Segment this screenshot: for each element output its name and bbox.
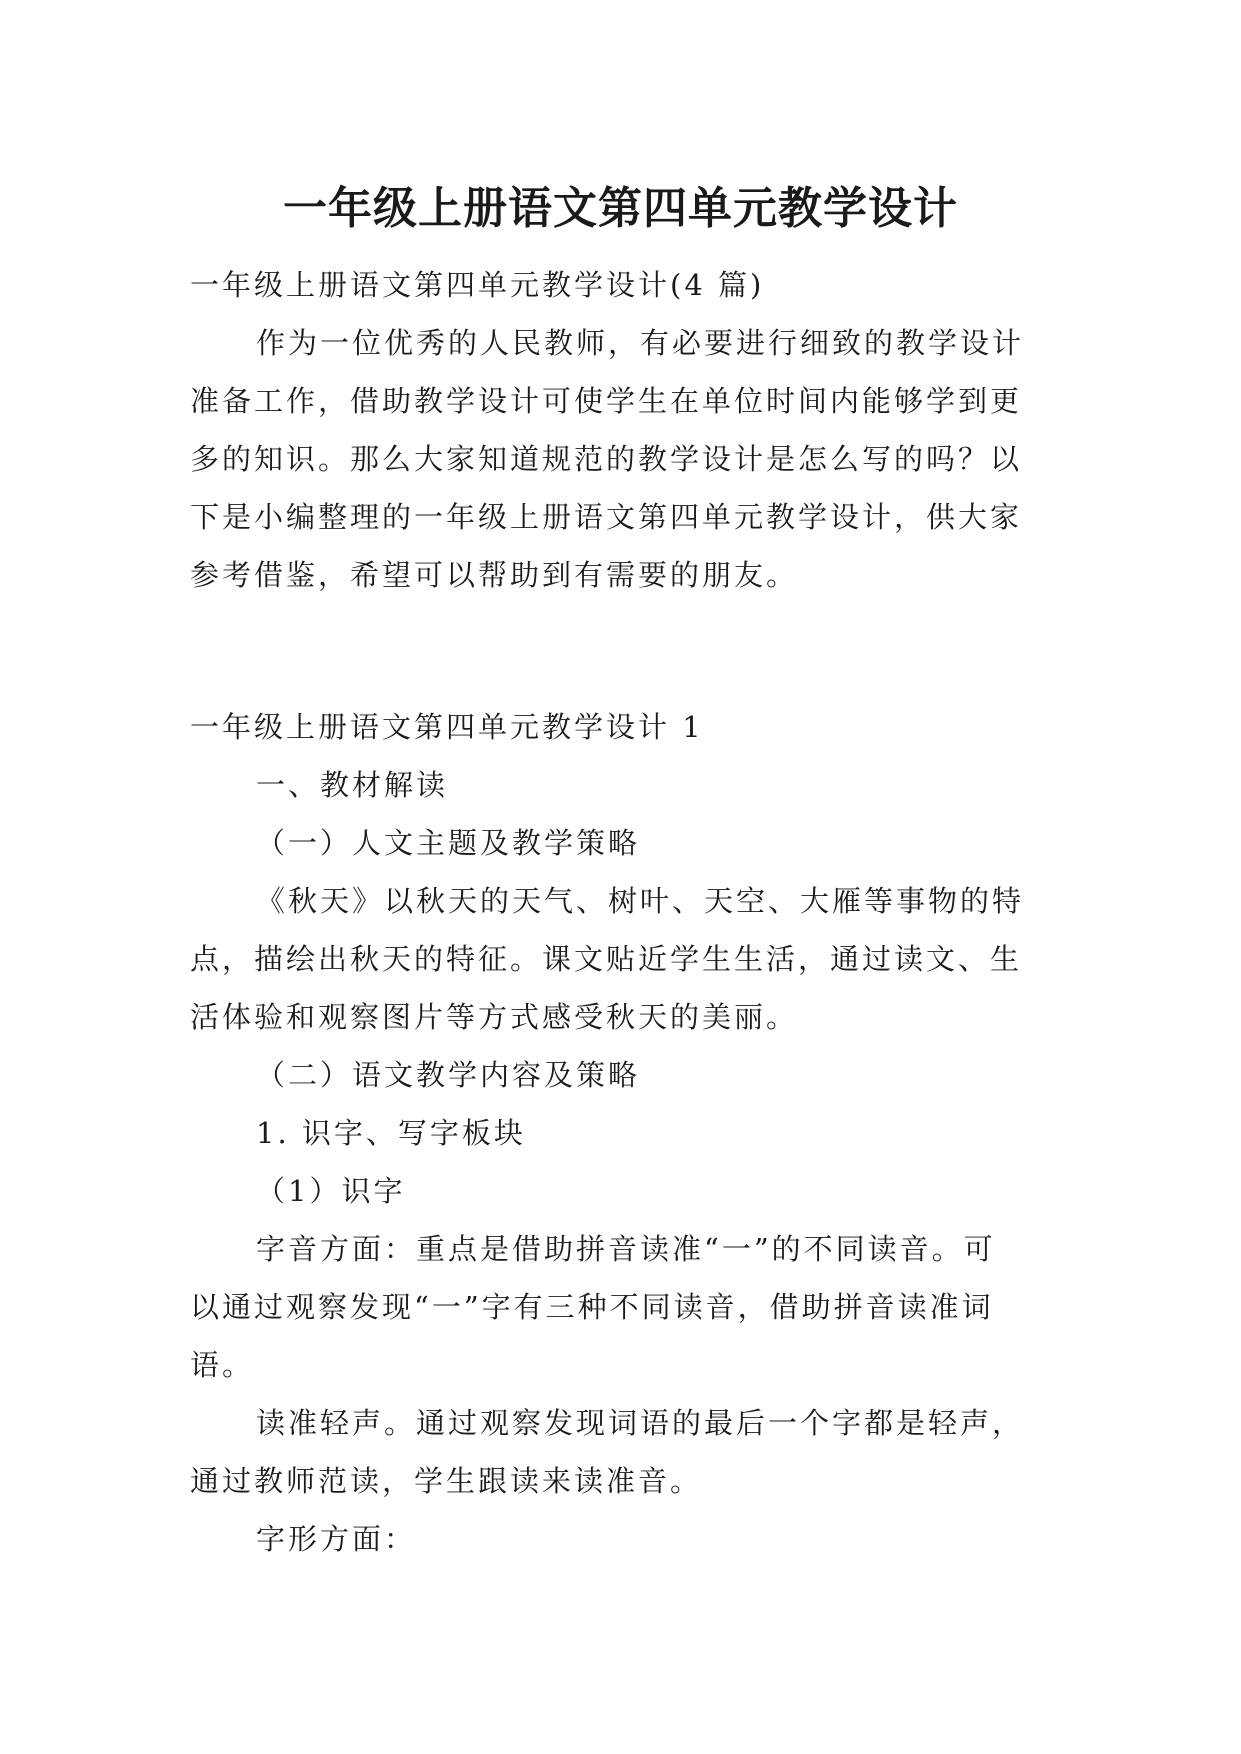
paragraph-line: 读准轻声。通过观察发现词语的最后一个字都是轻声， (256, 1406, 1025, 1440)
paragraph-line: 以通过观察发现“一”字有三种不同读音，借助拼音读准词 (190, 1290, 994, 1324)
paragraph-line: 通过教师范读，学生跟读来读准音。 (190, 1464, 703, 1498)
intro-line: 参考借鉴，希望可以帮助到有需要的朋友。 (190, 558, 799, 592)
section-1 (190, 698, 1050, 1568)
intro-line: 作为一位优秀的人民教师，有必要进行细致的教学设计 (256, 326, 1025, 360)
section-heading: 一年级上册语文第四单元教学设计 1 (190, 710, 704, 744)
page-title: 一年级上册语文第四单元教学设计 (283, 183, 958, 235)
paragraph-line: 活体验和观察图片等方式感受秋天的美丽。 (190, 1000, 799, 1034)
intro-line: 多的知识。那么大家知道规范的教学设计是怎么写的吗？以 (190, 442, 1023, 476)
subsection-title: （二）语文教学内容及策略 (256, 1058, 641, 1092)
paragraph-line: 字形方面： (256, 1522, 417, 1556)
paragraph-line: 《秋天》以秋天的天气、树叶、天空、大雁等事物的特 (256, 884, 1025, 918)
paragraph-line: 点，描绘出秋天的特征。课文贴近学生生活，通过读文、生 (190, 942, 1023, 976)
intro-section (190, 256, 1050, 604)
item-title: 1. 识字、写字板块 (256, 1116, 526, 1150)
paragraph-line: 字音方面：重点是借助拼音读准“一”的不同读音。可 (256, 1232, 996, 1266)
part-title: 一、教材解读 (256, 768, 449, 802)
intro-line: 下是小编整理的一年级上册语文第四单元教学设计，供大家 (190, 500, 1023, 534)
subsection-title: （一）人文主题及教学策略 (256, 826, 641, 860)
intro-heading: 一年级上册语文第四单元教学设计(4 篇) (190, 268, 765, 302)
item-subtitle: （1）识字 (256, 1174, 406, 1208)
intro-line: 准备工作，借助教学设计可使学生在单位时间内能够学到更 (190, 384, 1023, 418)
paragraph-line: 语。 (190, 1348, 255, 1382)
